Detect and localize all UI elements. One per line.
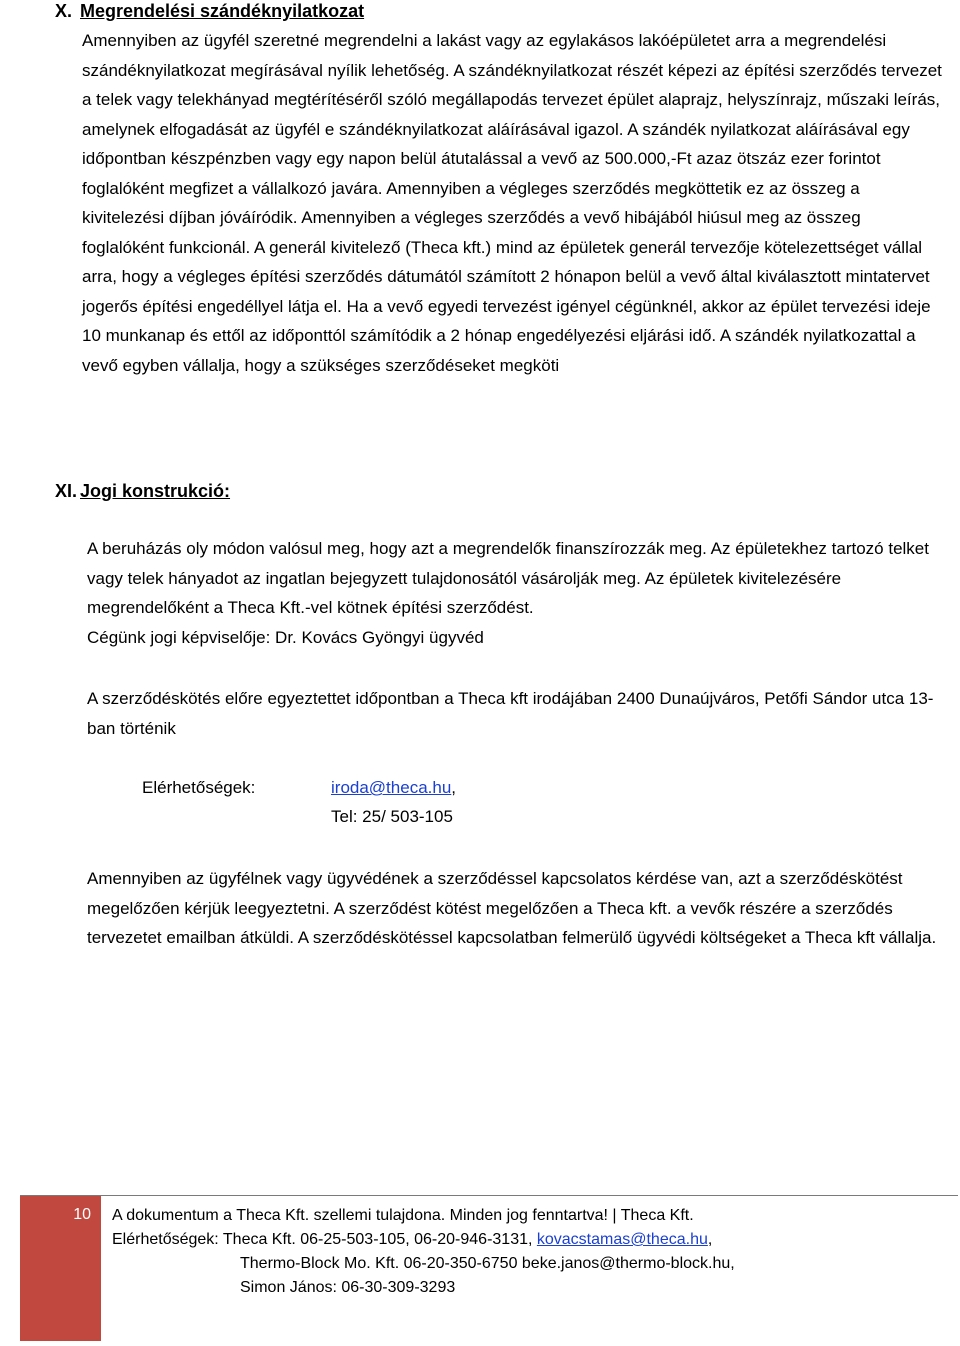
footer-copyright: A dokumentum a Theca Kft. szellemi tulajdona. Minden jog fenntartva! | Theca Kft.	[112, 1207, 694, 1224]
footer-divider	[20, 1195, 958, 1196]
contact-email-suffix: ,	[451, 778, 457, 797]
section-10-paragraph: Amennyiben az ügyfél szeretné megrendelni a lakást vagy az egylakásos lakóépületet arra a megrendelési szándéknyilatkozat megírásával nyílik lehetőség. A szándéknyilatkozat részét képezi az építési szerződés tervezet a telek vagy telekhányad megtérítéséről szóló megállapodás tervezet épület alaprajz, helyszínrajz, műszaki leírás, amelynek elfogadását az ügyfél e szándéknyilatkozat aláírásával igazol. A szándék nyilatkozat aláírásával egy időpontban készpénzben vagy egy napon belül átutalással a vevő az 500.000,-Ft azaz ötszáz ezer forintot foglalóként megfizet a vállalkozó javára. Amennyiben a végleges szerződés megköttetik ez az összeg a kivitelezési díjban jóváíródik. Amennyiben a végleges szerződés a vevő hibájából hiúsul meg az összeg foglalóként funkcionál. A generál kivitelező (Theca kft.) mind az épületek generál tervezője kötelezettséget vállal arra, hogy a végleges építési szerződés dátumától számított 2 hónapon belül a vevő által kiválasztott mintatervet jogerős építési engedéllyel látja el. Ha a vevő egyedi tervezést igényel cégünknél, akkor az épület tervezési ideje 10 munkanap és ettől az időponttól számítódik a 2 hónap engedélyezési eljárási idő. A szándék nyilatkozattal a vevő egyben vállalja, hogy a szükséges szerződéseket megköti	[82, 31, 942, 375]
section-10-title: Megrendelési szándéknyilatkozat	[80, 1, 365, 21]
legal-representative-text: Cégünk jogi képviselője: Dr. Kovács Gyöngyi ügyvéd	[87, 627, 484, 647]
financing-text: A beruházás oly módon valósul meg, hogy azt a megrendelők finanszírozzák meg. Az épületekhez tartozó telket vagy telek hányadot az ingatlan bejegyzett tulajdonosától vásárolják meg. Az épületek kivitelezésére megrendelőként a Theca Kft.-vel kötnek építési szerződést.	[87, 539, 929, 617]
footer-accent-bar	[20, 1196, 101, 1341]
footer-contacts	[112, 1228, 712, 1252]
footer-thermo-block: Thermo-Block Mo. Kft. 06-20-350-6750 beke.janos@thermo-block.hu,	[240, 1255, 735, 1272]
contact-email-link[interactable]: iroda@theca.hu	[331, 778, 452, 797]
footer-simon: Simon János: 06-30-309-3293	[240, 1279, 456, 1296]
section-10-number: X.	[55, 1, 73, 21]
footer-email-link[interactable]: kovacstamas@theca.hu	[536, 1231, 708, 1248]
section-11-paragraph-1	[87, 534, 937, 652]
contact-email-line	[331, 777, 456, 799]
section-11-paragraph-2: A szerződéskötés előre egyeztettet időpontban a Theca kft irodájában 2400 Dunaújváros, Petőfi Sándor utca 13-ban történik	[87, 689, 934, 738]
section-11-number: XI.	[55, 481, 78, 501]
footer-contacts-prefix: Elérhetőségek: Theca Kft. 06-25-503-105, 06-20-946-3131,	[112, 1231, 537, 1248]
section-11-heading	[55, 480, 230, 502]
page-footer	[20, 1195, 958, 1341]
contact-label: Elérhetőségek:	[142, 778, 256, 797]
footer-contacts-suffix: ,	[707, 1231, 713, 1248]
section-11-title: Jogi konstrukció:	[80, 481, 231, 501]
contact-tel: Tel: 25/ 503-105	[331, 807, 453, 826]
section-10-heading	[55, 0, 364, 22]
section-11-paragraph-3: Amennyiben az ügyfélnek vagy ügyvédének a szerződéssel kapcsolatos kérdése van, azt a szerződéskötést megelőzően kérjük leegyeztetni. A szerződést kötést megelőzően a Theca kft. a vevők részére a szerződés tervezetet emailban átküldi. A szerződéskötéssel kapcsolatban felmerülő ügyvédi költségeket a Theca kft vállalja.	[87, 869, 937, 947]
page-number: 10	[73, 1206, 91, 1223]
